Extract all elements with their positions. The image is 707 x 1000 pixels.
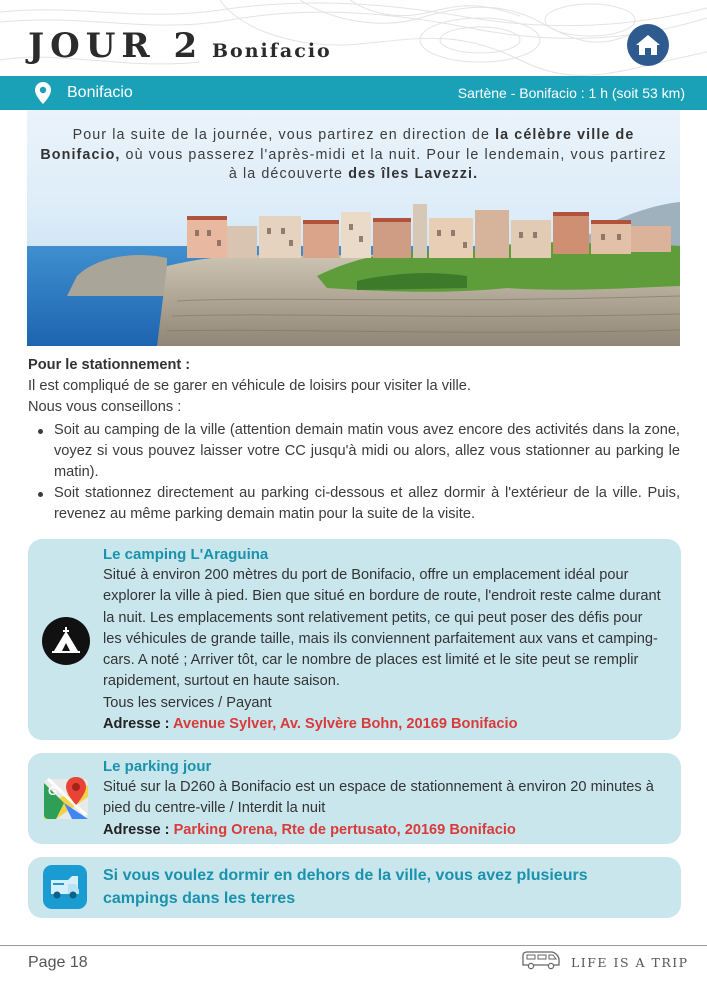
location-pin-icon <box>35 82 51 104</box>
home-button[interactable] <box>627 24 669 66</box>
route-info: Sartène - Bonifacio : 1 h (soit 53 km) <box>457 85 685 101</box>
camping-address-link[interactable]: Avenue Sylver, Av. Sylvère Bohn, 20169 Bonifacio <box>173 716 518 733</box>
parking-card <box>28 753 681 844</box>
outside-campings-card[interactable] <box>28 857 681 918</box>
camping-address: Adresse : Avenue Sylver, Av. Sylvère Bohn, 20169 Bonifacio <box>103 716 518 733</box>
parking-address-link[interactable]: Parking Orena, Rte de pertusato, 20169 Bonifacio <box>173 821 516 838</box>
day-title: JOUR 2 <box>28 26 204 66</box>
camping-card <box>28 539 681 740</box>
page-number: Page 18 <box>28 954 88 971</box>
location-bar <box>0 76 707 110</box>
svg-text:G: G <box>48 784 58 798</box>
bonifacio-cliffs-illustration <box>27 196 680 346</box>
outside-campings-text: Si vous voulez dormir en dehors de la ville, vous avez plusieurs campings dans les terres <box>103 867 588 907</box>
parking-line-2: Nous vous conseillons : <box>28 399 182 415</box>
google-maps-icon <box>42 775 90 823</box>
footer-divider <box>0 945 707 946</box>
parking-description: Situé sur la D260 à Bonifacio est un espace de stationnement à environ 20 minutes à pied du centre-ville / Interdit la nuit <box>103 779 654 817</box>
camping-title: Le camping L'Araguina <box>103 546 269 563</box>
van-logo-icon <box>521 950 561 970</box>
parking-heading: Pour le stationnement : <box>28 357 191 373</box>
parking-line-1: Il est compliqué de se garer en véhicule de loisirs pour visiter la ville. <box>28 378 471 394</box>
parking-title: Le parking jour <box>103 758 212 775</box>
list-item: Soit au camping de la ville (attention demain matin vous avez encore des activités dans la zone, voyez si vous pouvez laisser votre CC jusqu'à midi ou alors, allez vous stationner au parking le matin). <box>28 420 680 483</box>
camping-tent-icon <box>42 617 90 665</box>
hero-image <box>27 110 680 346</box>
location-name: Bonifacio <box>67 84 133 101</box>
parking-address: Adresse : Parking Orena, Rte de pertusato, 20169 Bonifacio <box>103 821 516 838</box>
campervan-app-icon <box>42 864 88 910</box>
brand-name: LIFE IS A TRIP <box>571 955 689 970</box>
list-item: Soit stationnez directement au parking ci-dessous et allez dormir à l'extérieur de la ville. Puis, revenez au même parking demain matin pour la suite de la visite. <box>28 483 680 525</box>
intro-text: Pour la suite de la journée, vous partirez en direction de la célèbre ville de Bonifacio, où vous passerez l'après-midi et la nuit. Pour le lendemain, vous partirez à la découverte des îles Lavezzi. <box>40 127 667 182</box>
page-header <box>0 0 707 76</box>
camping-description: Situé à environ 200 mètres du port de Bonifacio, offre un emplacement idéal pour explorer la ville à pied. Bien que situé en bordure de route, l'endroit reste calme durant la nuit. Les emplacements sont relativement petits, ce qui peut poser des défis pour les véhicules de grande taille, mais ils conviennent parfaitement aux vans et camping-cars. A noté ; Arriver tôt, car le nombre de places est limité et le site peut se remplir rapidement, surtout en haute saison. <box>103 567 661 690</box>
camping-services: Tous les services / Payant <box>103 694 272 711</box>
advice-list <box>28 420 680 525</box>
place-title: Bonifacio <box>212 40 332 62</box>
home-icon <box>635 33 661 57</box>
parking-advice <box>28 355 680 525</box>
